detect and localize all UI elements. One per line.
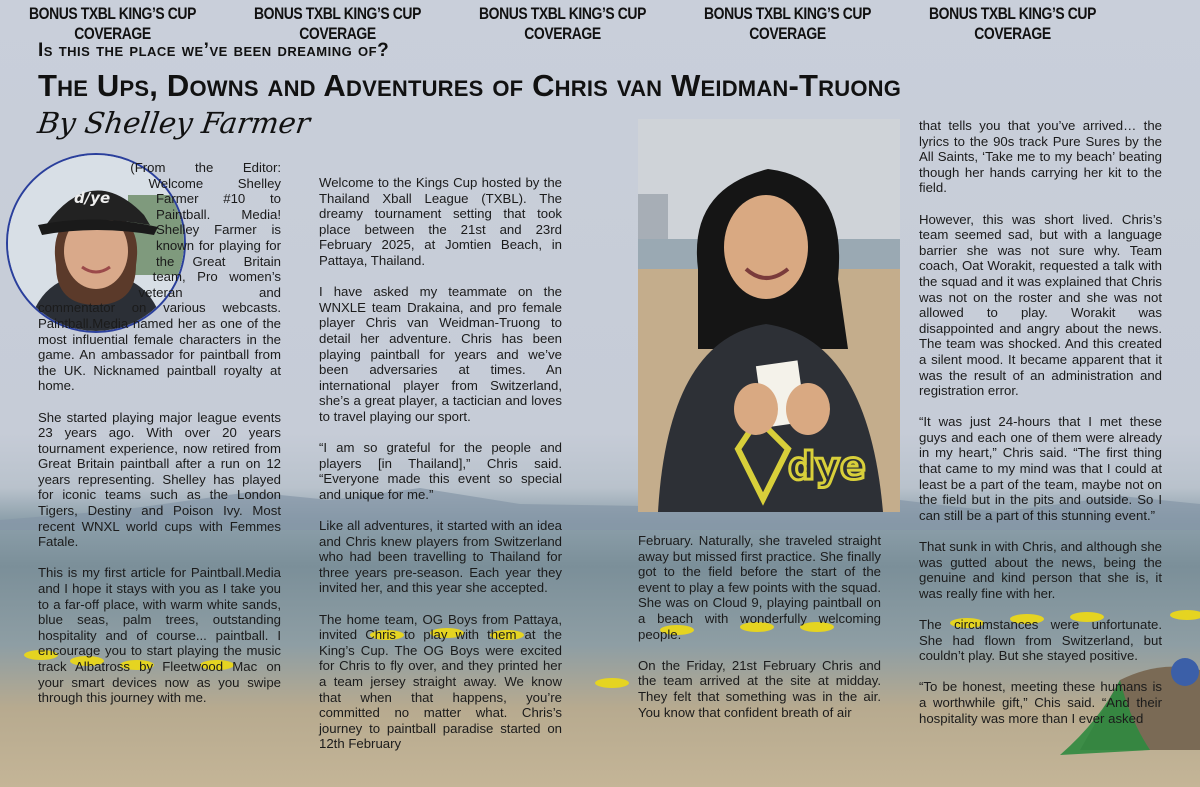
chris-portrait-icon [638,119,900,512]
paragraph: This is my first article for Paintball.Media and I hope it stays with you as I take you to a far-off place, with warm white sands, blue seas, palm trees, outstanding hospitality and of course... paintball. I encourage you to start playing the music track Albatross by Fleetwood Mac on your smart devices now as you swipe through this journey with me. [38,565,281,706]
paragraph: “To be honest, meeting these humans is a worthwhile gift,” Chis said. “And their hospitality was more than I ever asked [919,679,1162,726]
paragraph: (From the Editor: Welcome Shelley Farmer #10 to Paintball. Media! Shelley Farmer is known for playing for the Great Britain team, Pro women’s veteran and commentator on various webcasts. Paintball.Media named her as one of the most influential female characters in the game. An ambassador for paintball from the UK. Nicknamed paintball royalty at home. [38,160,281,394]
article-kicker: Is this the place we’ve been dreaming of? [38,40,390,61]
circle-wrap-spacer [2,156,152,306]
paragraph: She started playing major league events 23 years ago. With over 20 years tournament experience, now retired from Great Britain paintball after a run on 12 years representing. Shelley has played for iconic teams such as the London Tigers, Destiny and Poison Ivy. Most recent WNXL world cups with Femmes Fatale. [38,409,281,550]
banner-item: BONUS TXBL KING’S CUP COVERAGE [929,4,1096,43]
paragraph: However, this was short lived. Chris’s team seemed sad, but with a language barrier she was not sure why. Team coach, Oat Worakit, requested a talk with the squad and it was explained that Chris was not on the roster and she was not allowed to play. Worakit was disappointed and angry about the news. The team was shocked. And this created a silent mood. It became apparent that it was the result of an administration and registration error. [919,211,1162,399]
banner-item: BONUS TXBL KING’S CUP COVERAGE [29,4,196,43]
paragraph: The home team, OG Boys from Pattaya, invited Chris to play with them at the King’s Cup. The OG Boys were excited for Chris to fly over, and they printed her a team jersey straight away. We know that when that happens, you’re committed no matter what. Chris’s journey to paintball paradise started on 12th February [319,611,562,752]
paragraph: that tells you that you’ve arrived… the lyrics to the 90s track Pure Sures by the All Saints, ‘Take me to my beach’ beating though her hands carrying her kit to the field. [919,118,1162,196]
article-column-3 [638,533,881,736]
article-byline: By Shelley Farmer [35,106,313,140]
coverage-banner [0,4,1200,44]
banner-item: BONUS TXBL KING’S CUP COVERAGE [704,4,871,43]
paragraph: February. Naturally, she traveled straight away but missed first practice. She finally got to the field before the start of the event to play a few points with the squad. She was on Cloud 9, playing paintball on a beach with wonderfully welcoming people. [638,533,881,642]
shirt-logo: dye [788,444,866,488]
article-column-2 [319,175,562,768]
banner-item: BONUS TXBL KING’S CUP COVERAGE [254,4,421,43]
paragraph: Like all adventures, it started with an idea and Chris knew players from Switzerland who had been travelling to Thailand for three years pre-season. Each year they invited her, and this year she accepted. [319,518,562,596]
chris-photo [638,119,900,512]
paragraph: Welcome to the Kings Cup hosted by the Thailand Xball League (TXBL). The dreamy tournament setting that took place between the 21st and 23rd February 2025, at Jomtien Beach, in Pattaya, Thailand. [319,175,562,268]
paragraph: That sunk in with Chris, and although she was gutted about the news, being the genuine and kind person that she is, it was really fine with her. [919,539,1162,601]
paragraph: I have asked my teammate on the WNXLE team Drakaina, and pro female player Chris van Weidman-Truong to detail her adventure. Chris has been playing paintball for years and we’ve been adversaries at times. An international player from Switzerland, she’s a great player, a tactician and loves to travel playing our sport. [319,284,562,424]
paragraph: The circumstances were unfortunate. She had flown from Switzerland, but couldn’t play. But she stayed positive. [919,617,1162,664]
paragraph: “It was just 24-hours that I met these guys and each one of them were already in my heart,” Chris said. “The first thing that came to my mind was that I could at least be a part of the team, maybe not on the field but in the pits and outside. So I can still be a part of this stunning event.” [919,414,1162,523]
banner-item: BONUS TXBL KING’S CUP COVERAGE [479,4,646,43]
cap-logo: d/ye [74,189,111,207]
paragraph: On the Friday, 21st February Chris and the team arrived at the site at midday. They felt that something was in the air. You know that confident breath of air [638,657,881,720]
article-column-1 [38,160,281,721]
paragraph: “I am so grateful for the people and players [in Thailand],” Chris said. “Everyone made this event so special and unique for me.” [319,440,562,502]
article-column-4 [919,118,1162,742]
article-headline: The Ups, Downs and Adventures of Chris van Weidman-Truong [38,68,902,103]
